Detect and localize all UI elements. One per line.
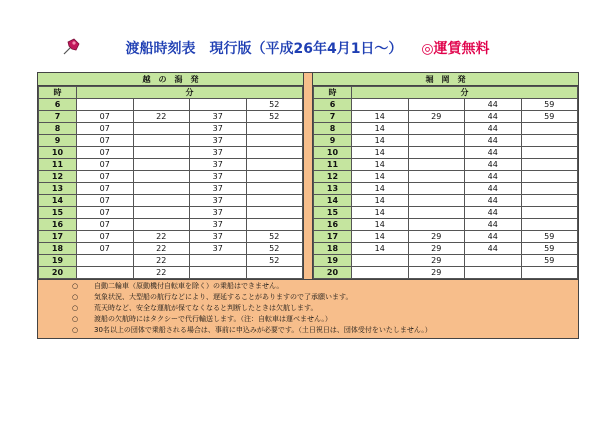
minute-cell xyxy=(246,123,303,135)
table-row xyxy=(39,255,303,267)
hour-cell: 10 xyxy=(314,147,352,159)
table-row xyxy=(39,207,303,219)
minute-cell xyxy=(521,219,578,231)
minute-cell xyxy=(352,255,409,267)
minute-cell: 14 xyxy=(352,195,409,207)
hour-cell: 10 xyxy=(39,147,77,159)
hour-cell: 8 xyxy=(314,123,352,135)
minute-cell xyxy=(465,255,522,267)
note-marker: ○ xyxy=(72,293,79,301)
minute-cell: 07 xyxy=(77,123,134,135)
minute-cell xyxy=(408,219,465,231)
minute-cell xyxy=(133,183,190,195)
hour-cell: 14 xyxy=(314,195,352,207)
minute-cell xyxy=(521,171,578,183)
table-row xyxy=(314,111,578,123)
minute-cell xyxy=(408,195,465,207)
table-row xyxy=(314,159,578,171)
minute-cell xyxy=(133,171,190,183)
note-text: 渡船の欠航時にはタクシーで代行輸送します。（注：自転車は運べません。） xyxy=(94,315,332,323)
hour-cell: 9 xyxy=(39,135,77,147)
minute-cell: 37 xyxy=(190,159,247,171)
minute-cell: 44 xyxy=(465,207,522,219)
hour-cell: 19 xyxy=(314,255,352,267)
minute-cell: 44 xyxy=(465,219,522,231)
minute-cell: 37 xyxy=(190,219,247,231)
timetable-frame xyxy=(37,72,579,339)
minute-cell xyxy=(352,99,409,111)
minute-cell: 07 xyxy=(77,219,134,231)
minute-header: 分 xyxy=(77,87,303,99)
minute-cell xyxy=(246,135,303,147)
minute-cell xyxy=(190,267,247,279)
minute-cell: 22 xyxy=(133,255,190,267)
timetable-grid xyxy=(38,86,578,279)
minute-cell: 07 xyxy=(77,243,134,255)
minute-cell: 52 xyxy=(246,111,303,123)
minute-cell: 22 xyxy=(133,231,190,243)
minute-cell: 22 xyxy=(133,111,190,123)
minute-cell xyxy=(246,171,303,183)
minute-cell: 44 xyxy=(465,147,522,159)
table-row xyxy=(314,267,578,279)
hour-cell: 18 xyxy=(39,243,77,255)
minute-cell: 37 xyxy=(190,195,247,207)
minute-cell xyxy=(521,135,578,147)
table-row xyxy=(314,123,578,135)
table-row xyxy=(39,267,303,279)
minute-cell xyxy=(190,99,247,111)
minute-cell: 52 xyxy=(246,231,303,243)
hour-cell: 6 xyxy=(39,99,77,111)
minute-cell: 07 xyxy=(77,171,134,183)
note-marker: ○ xyxy=(72,304,79,312)
hour-cell: 9 xyxy=(314,135,352,147)
minute-cell: 14 xyxy=(352,207,409,219)
minute-cell xyxy=(246,147,303,159)
hour-cell: 17 xyxy=(314,231,352,243)
hour-cell: 8 xyxy=(39,123,77,135)
minute-cell xyxy=(246,207,303,219)
note-item xyxy=(38,303,578,314)
minute-cell xyxy=(352,267,409,279)
note-text: 自動二輪車（原動機付自転車を除く）の乗船はできません。 xyxy=(94,282,284,290)
hour-cell: 15 xyxy=(314,207,352,219)
minute-cell: 14 xyxy=(352,219,409,231)
hour-cell: 15 xyxy=(39,207,77,219)
minute-cell: 44 xyxy=(465,135,522,147)
note-marker: ○ xyxy=(72,326,79,334)
hour-cell: 11 xyxy=(314,159,352,171)
minute-cell xyxy=(133,219,190,231)
minute-cell xyxy=(521,195,578,207)
table-row xyxy=(314,207,578,219)
direction-right: 堀 岡 発 xyxy=(313,73,578,86)
minute-cell: 14 xyxy=(352,123,409,135)
minute-cell: 59 xyxy=(521,99,578,111)
table-row xyxy=(314,219,578,231)
minute-cell xyxy=(521,147,578,159)
hour-cell: 14 xyxy=(39,195,77,207)
minute-cell: 14 xyxy=(352,231,409,243)
minute-cell: 44 xyxy=(465,171,522,183)
minute-cell: 37 xyxy=(190,231,247,243)
table-row xyxy=(39,183,303,195)
table-row xyxy=(314,255,578,267)
hour-cell: 16 xyxy=(314,219,352,231)
minute-cell: 44 xyxy=(465,159,522,171)
hour-cell: 7 xyxy=(39,111,77,123)
table-row xyxy=(39,135,303,147)
minute-cell: 07 xyxy=(77,195,134,207)
table-row xyxy=(314,99,578,111)
table-row xyxy=(39,147,303,159)
divider-column xyxy=(303,86,313,279)
minute-cell xyxy=(408,183,465,195)
minute-cell xyxy=(246,195,303,207)
table-row xyxy=(314,231,578,243)
minute-cell xyxy=(133,147,190,159)
minute-cell: 52 xyxy=(246,255,303,267)
minute-cell: 37 xyxy=(190,183,247,195)
direction-header xyxy=(38,73,578,86)
right-timetable xyxy=(313,86,578,279)
minute-cell: 37 xyxy=(190,207,247,219)
hour-cell: 12 xyxy=(314,171,352,183)
hour-cell: 16 xyxy=(39,219,77,231)
minute-cell: 14 xyxy=(352,111,409,123)
title-main: 渡船時刻表 現行版（平成26年4月1日～） xyxy=(125,41,403,57)
minute-cell: 37 xyxy=(190,123,247,135)
hour-cell: 13 xyxy=(314,183,352,195)
minute-cell: 14 xyxy=(352,183,409,195)
minute-cell: 29 xyxy=(408,111,465,123)
minute-cell xyxy=(190,255,247,267)
minute-cell xyxy=(521,183,578,195)
table-row xyxy=(39,171,303,183)
minute-cell: 59 xyxy=(521,243,578,255)
minute-cell: 29 xyxy=(408,267,465,279)
minute-cell: 29 xyxy=(408,231,465,243)
minute-cell: 44 xyxy=(465,183,522,195)
hour-cell: 18 xyxy=(314,243,352,255)
minute-cell xyxy=(465,267,522,279)
right-timetable-body xyxy=(314,99,578,279)
table-row xyxy=(314,243,578,255)
hour-cell: 20 xyxy=(314,267,352,279)
left-timetable xyxy=(38,86,303,279)
minute-cell: 44 xyxy=(465,231,522,243)
minute-cell: 44 xyxy=(465,123,522,135)
minute-header: 分 xyxy=(352,87,578,99)
minute-cell xyxy=(408,171,465,183)
minute-cell xyxy=(521,159,578,171)
minute-cell xyxy=(246,267,303,279)
note-item xyxy=(38,325,578,336)
minute-cell xyxy=(246,159,303,171)
direction-left: 越 の 潟 発 xyxy=(38,73,303,86)
note-marker: ○ xyxy=(72,282,79,290)
minute-cell: 59 xyxy=(521,111,578,123)
minute-cell: 14 xyxy=(352,147,409,159)
table-row xyxy=(39,243,303,255)
hour-cell: 20 xyxy=(39,267,77,279)
note-text: 荒天時など、安全な運航が保てなくなると判断したときは欠航します。 xyxy=(94,304,318,312)
hour-cell: 17 xyxy=(39,231,77,243)
table-row xyxy=(39,111,303,123)
minute-cell xyxy=(133,159,190,171)
left-timetable-body xyxy=(39,99,303,279)
minute-cell: 07 xyxy=(77,231,134,243)
minute-cell xyxy=(521,267,578,279)
minute-cell xyxy=(408,123,465,135)
table-row xyxy=(314,147,578,159)
note-text: 30名以上の団体で乗船される場合は、事前に申込みが必要です。（土日祝日は、団体受付をいたしません。） xyxy=(94,326,432,334)
minute-cell: 07 xyxy=(77,135,134,147)
minute-cell: 37 xyxy=(190,243,247,255)
table-row xyxy=(39,231,303,243)
hour-cell: 19 xyxy=(39,255,77,267)
table-row xyxy=(314,135,578,147)
minute-cell xyxy=(77,267,134,279)
minute-cell xyxy=(77,255,134,267)
hour-cell: 11 xyxy=(39,159,77,171)
minute-cell xyxy=(408,207,465,219)
minute-cell: 44 xyxy=(465,111,522,123)
minute-cell: 07 xyxy=(77,159,134,171)
minute-cell xyxy=(521,207,578,219)
minute-cell: 44 xyxy=(465,99,522,111)
note-text: 気象状況、大型船の航行などにより、遅延することがありますので了承願います。 xyxy=(94,293,353,301)
minute-cell xyxy=(246,219,303,231)
table-row xyxy=(314,195,578,207)
notes-box xyxy=(38,279,578,338)
minute-cell: 44 xyxy=(465,195,522,207)
divider-gap xyxy=(303,73,313,86)
minute-cell: 37 xyxy=(190,135,247,147)
hour-cell: 13 xyxy=(39,183,77,195)
table-row xyxy=(39,195,303,207)
table-row xyxy=(39,159,303,171)
minute-cell: 22 xyxy=(133,267,190,279)
minute-cell xyxy=(408,147,465,159)
note-item xyxy=(38,281,578,292)
table-row xyxy=(39,123,303,135)
minute-cell: 22 xyxy=(133,243,190,255)
minute-cell: 07 xyxy=(77,147,134,159)
minute-cell: 14 xyxy=(352,135,409,147)
minute-cell xyxy=(408,135,465,147)
minute-cell: 14 xyxy=(352,243,409,255)
minute-cell: 59 xyxy=(521,255,578,267)
minute-cell xyxy=(133,123,190,135)
minute-cell: 52 xyxy=(246,243,303,255)
minute-cell: 44 xyxy=(465,243,522,255)
minute-cell xyxy=(133,99,190,111)
minute-cell xyxy=(77,99,134,111)
minute-cell: 52 xyxy=(246,99,303,111)
table-row xyxy=(39,99,303,111)
minute-cell xyxy=(408,159,465,171)
note-marker: ○ xyxy=(72,315,79,323)
minute-cell: 14 xyxy=(352,159,409,171)
minute-cell xyxy=(521,123,578,135)
hour-cell: 12 xyxy=(39,171,77,183)
minute-cell: 29 xyxy=(408,255,465,267)
minute-cell: 07 xyxy=(77,111,134,123)
minute-cell: 37 xyxy=(190,171,247,183)
page-title xyxy=(0,38,615,58)
minute-cell xyxy=(133,195,190,207)
table-row xyxy=(314,183,578,195)
minute-cell xyxy=(133,135,190,147)
minute-cell: 29 xyxy=(408,243,465,255)
minute-cell: 07 xyxy=(77,207,134,219)
minute-cell xyxy=(133,207,190,219)
minute-cell: 07 xyxy=(77,183,134,195)
minute-cell: 37 xyxy=(190,147,247,159)
minute-cell: 59 xyxy=(521,231,578,243)
minute-cell: 37 xyxy=(190,111,247,123)
minute-cell xyxy=(246,183,303,195)
fare-free-label: ◎運賃無料 xyxy=(421,41,490,57)
table-row xyxy=(314,171,578,183)
table-row xyxy=(39,219,303,231)
hour-header: 時 xyxy=(314,87,352,99)
note-item xyxy=(38,314,578,325)
minute-cell: 14 xyxy=(352,171,409,183)
note-item xyxy=(38,292,578,303)
minute-cell xyxy=(408,99,465,111)
hour-header: 時 xyxy=(39,87,77,99)
hour-cell: 7 xyxy=(314,111,352,123)
hour-cell: 6 xyxy=(314,99,352,111)
